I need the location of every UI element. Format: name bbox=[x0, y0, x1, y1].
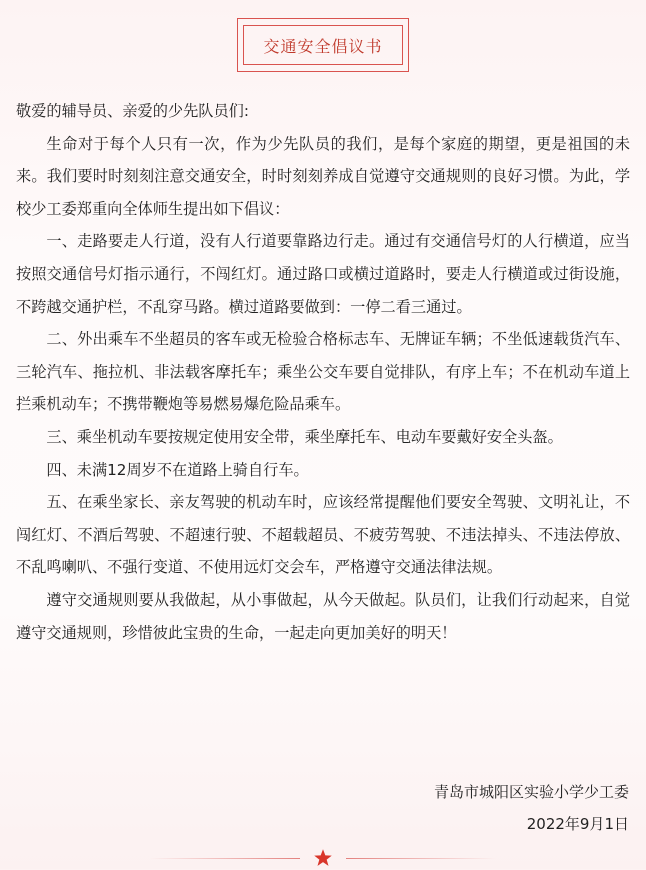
paragraph-item-1: 一、走路要走人行道，没有人行道要靠路边行走。通过有交通信号灯的人行横道，应当按照交通信号灯指示通行，不闯红灯。通过路口或横过道路时，要走人行横道或过街设施，不跨越交通护栏，不乱穿马路。横过道路要做到：一停二看三通过。 bbox=[16, 232, 630, 316]
paragraph-item-4: 四、未满12周岁不在道路上骑自行车。 bbox=[46, 460, 309, 479]
paragraph-intro: 生命对于每个人只有一次，作为少先队员的我们，是每个家庭的期望，更是祖国的未来。我们要时时刻刻注意交通安全，时时刻刻养成自觉遵守交通规则的良好习惯。为此，学校少工委郑重向全体师生提出如下倡议： bbox=[16, 134, 630, 218]
document-title: 交通安全倡议书 bbox=[243, 25, 403, 65]
star-icon bbox=[313, 848, 333, 868]
footer-divider-left bbox=[150, 858, 300, 859]
paragraph-closing: 遵守交通规则要从我做起，从小事做起，从今天做起。队员们，让我们行动起来，自觉遵守交通规则，珍惜彼此宝贵的生命，一起走向更加美好的明天！ bbox=[16, 590, 630, 642]
signature-organization: 青岛市城阳区实验小学少工委 bbox=[433, 783, 629, 801]
footer-divider-right bbox=[346, 858, 496, 859]
paragraph-item-3: 三、乘坐机动车要按规定使用安全带，乘坐摩托车、电动车要戴好安全头盔。 bbox=[46, 427, 563, 446]
paragraph-item-2: 二、外出乘车不坐超员的客车或无检验合格标志车、无牌证车辆；不坐低速载货汽车、三轮汽车、拖拉机、非法载客摩托车；乘坐公交车要自觉排队，有序上车；不在机动车道上拦乘机动车；不携带鞭炮等易燃易爆危险品乘车。 bbox=[16, 330, 630, 414]
greeting: 敬爱的辅导员、亲爱的少先队员们: bbox=[16, 102, 249, 120]
paragraph-item-5: 五、在乘坐家长、亲友驾驶的机动车时，应该经常提醒他们要安全驾驶、文明礼让，不闯红灯、不酒后驾驶、不超速行驶、不超载超员、不疲劳驾驶、不违法掉头、不违法停放、不乱鸣喇叭、不强行变道、不使用远灯交会车，严格遵守交通法律法规。 bbox=[16, 493, 630, 577]
title-frame bbox=[237, 18, 409, 72]
signature-block bbox=[434, 776, 629, 840]
signature-date: 2022年9月1日 bbox=[526, 815, 629, 833]
footer-ornament bbox=[0, 848, 646, 870]
document-body bbox=[16, 95, 630, 649]
